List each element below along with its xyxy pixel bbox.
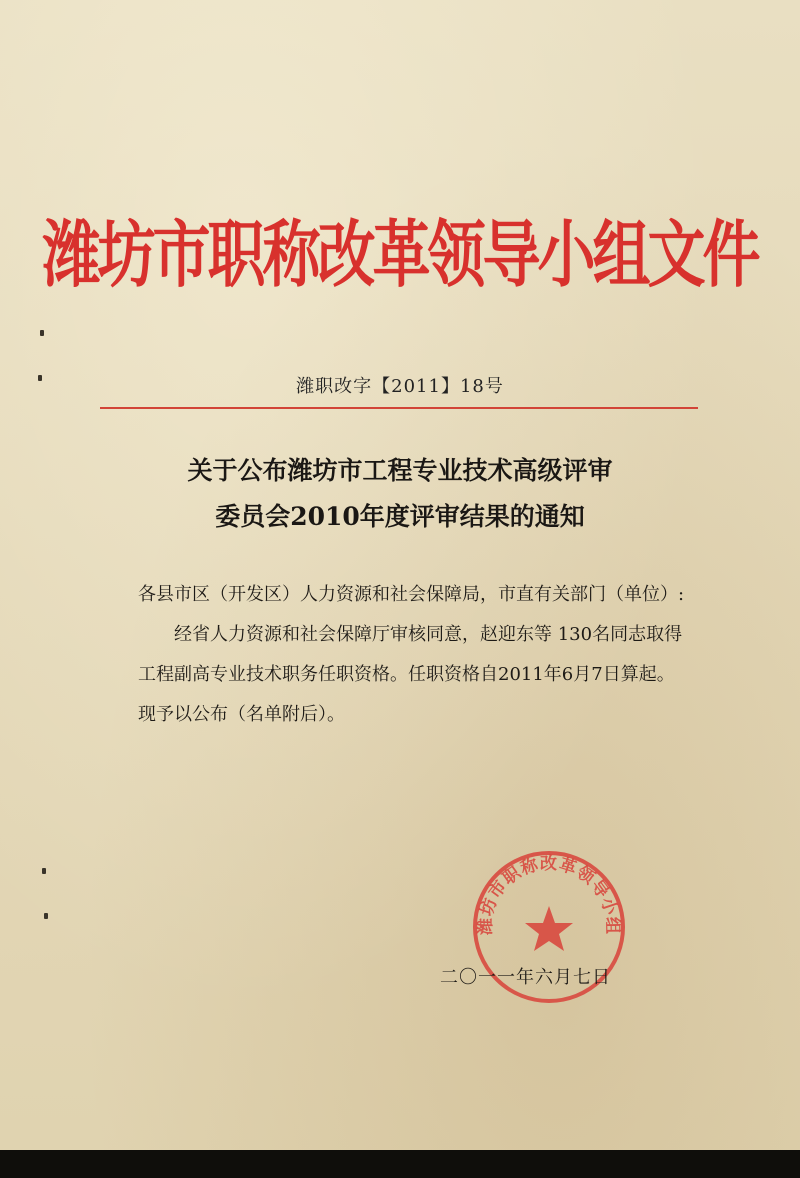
star-icon (525, 906, 573, 951)
scan-mark (42, 868, 46, 874)
scan-mark (38, 375, 42, 381)
notice-paragraph: 经省人力资源和社会保障厅审核同意，赵迎东等 130名同志取得工程副高专业技术职务任职资格。任职资格自2011年6月7日算起。现予以公布（名单附后）。 (138, 624, 683, 725)
document-header-title: 潍坊市职称改革领导小组文件 (42, 212, 758, 298)
document-number: 潍职改字【2011】18号 (296, 376, 504, 397)
recipients-line: 各县市区（开发区）人力资源和社会保障局，市直有关部门（单位）: (138, 584, 685, 605)
document-title (0, 448, 800, 540)
document-body (138, 575, 688, 735)
header-divider (100, 407, 698, 409)
svg-text:潍坊市职称改革领导小组: 潍坊市职称改革领导小组 (475, 854, 623, 936)
issue-date: 二〇一一年六月七日 (440, 967, 611, 988)
scan-mark (44, 913, 48, 919)
scan-border (0, 1150, 800, 1178)
scan-mark (40, 330, 44, 336)
document-title-line-1: 关于公布潍坊市工程专业技术高级评审 (187, 456, 613, 485)
document-title-line-2: 委员会2010年度评审结果的通知 (215, 502, 585, 531)
